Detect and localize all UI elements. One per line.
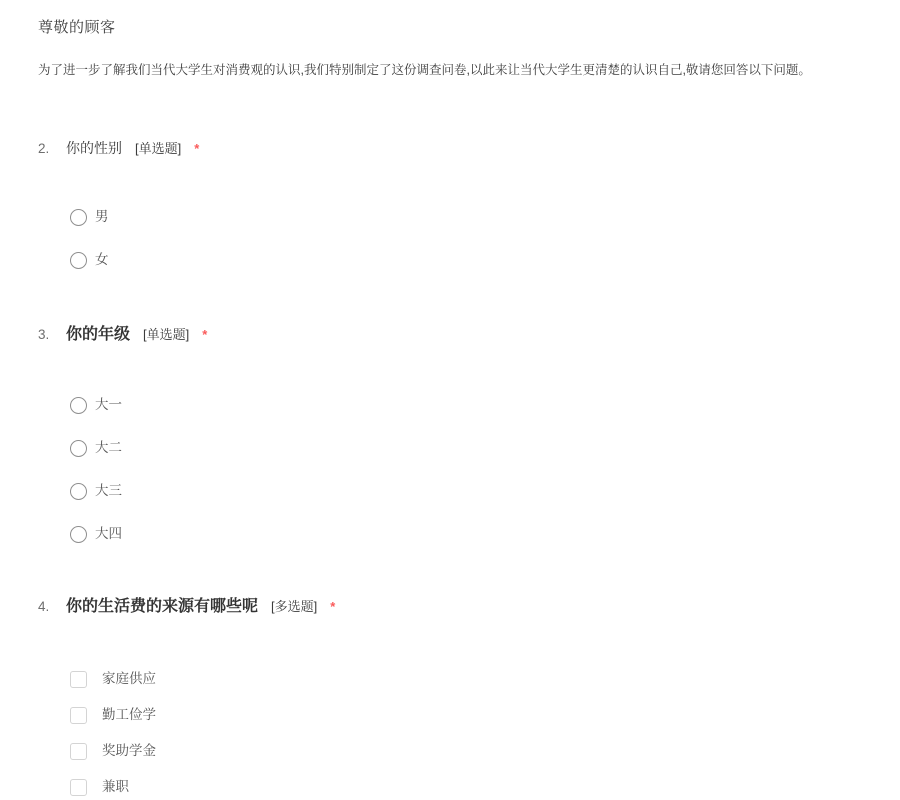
question-3-options: [70, 396, 862, 543]
question-3-header: [38, 326, 862, 344]
survey-intro-text: 为了进一步了解我们当代大学生对消费观的认识,我们特别制定了这份调查问卷,以此来让当代大学生更清楚的认识自己,敬请您回答以下问题。: [38, 63, 811, 77]
radio-button-icon[interactable]: [70, 209, 87, 226]
radio-option[interactable]: [70, 396, 862, 414]
question-4-options: [70, 670, 862, 796]
option-label: 奖助学金: [102, 743, 156, 758]
option-label: 兼职: [102, 779, 129, 794]
radio-option[interactable]: [70, 439, 862, 457]
question-type-tag: [多选题]: [271, 599, 318, 614]
radio-option[interactable]: [70, 525, 862, 543]
required-asterisk: *: [194, 141, 200, 156]
question-block-3: [38, 326, 862, 543]
question-title: 你的生活费的来源有哪些呢: [66, 598, 259, 615]
checkbox-icon[interactable]: [70, 671, 87, 688]
option-label: 大三: [95, 483, 122, 498]
checkbox-option[interactable]: [70, 670, 862, 688]
question-2-header: [38, 139, 862, 158]
checkbox-option[interactable]: [70, 778, 862, 796]
question-4-header: [38, 598, 862, 616]
question-type-tag: [单选题]: [143, 327, 190, 342]
question-block-4: [38, 598, 862, 796]
question-block-2: [38, 139, 862, 269]
radio-option[interactable]: [70, 482, 862, 500]
option-label: 大二: [95, 440, 122, 455]
question-number: 4.: [38, 599, 50, 614]
checkbox-icon[interactable]: [70, 779, 87, 796]
option-label: 勤工俭学: [102, 707, 156, 722]
option-label: 女: [95, 252, 109, 267]
radio-button-icon[interactable]: [70, 252, 87, 269]
question-title: 你的性别: [66, 140, 122, 156]
option-label: 大四: [95, 526, 122, 541]
page-title: 尊敬的顾客: [38, 19, 116, 36]
radio-button-icon[interactable]: [70, 397, 87, 414]
option-label: 男: [95, 209, 109, 224]
radio-button-icon[interactable]: [70, 440, 87, 457]
question-number: 2.: [38, 141, 50, 156]
required-asterisk: *: [330, 599, 336, 614]
radio-option[interactable]: [70, 208, 862, 226]
option-label: 大一: [95, 397, 122, 412]
radio-option[interactable]: [70, 251, 862, 269]
question-2-options: [70, 208, 862, 269]
question-type-tag: [单选题]: [135, 141, 182, 156]
checkbox-option[interactable]: [70, 706, 862, 724]
radio-button-icon[interactable]: [70, 526, 87, 543]
question-number: 3.: [38, 327, 50, 342]
required-asterisk: *: [202, 327, 208, 342]
checkbox-icon[interactable]: [70, 743, 87, 760]
checkbox-icon[interactable]: [70, 707, 87, 724]
checkbox-option[interactable]: [70, 742, 862, 760]
radio-button-icon[interactable]: [70, 483, 87, 500]
question-title: 你的年级: [66, 326, 131, 343]
option-label: 家庭供应: [102, 671, 156, 686]
